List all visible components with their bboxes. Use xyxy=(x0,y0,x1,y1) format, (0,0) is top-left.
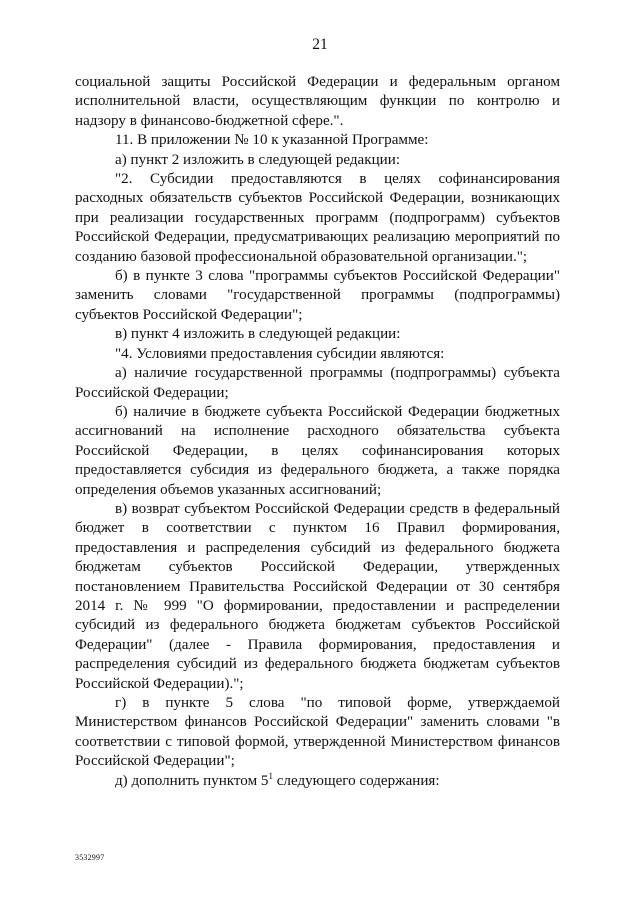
paragraph: б) в пункте 3 слова "программы субъектов Российской Федерации" заменить словами "государственной программы (подпрограммы) субъектов Российской Федерации"; xyxy=(75,268,560,323)
paragraph-text: д) дополнить пунктом 5 xyxy=(115,772,269,789)
paragraph: "2. Субсидии предоставляются в целях софинансирования расходных обязательств субъектов Российской Федерации, возникающих при реализации государственных программ (подпрограмм) субъектов Российской Федерации, предусматривающих реализацию мероприятий по созданию базовой профессиональной образовательной организации."; xyxy=(75,171,560,265)
paragraph: а) пункт 2 изложить в следующей редакции: xyxy=(115,151,401,168)
paragraph: а) наличие государственной программы (подпрограммы) субъекта Российской Федерации; xyxy=(75,365,560,401)
paragraph: 11. В приложении № 10 к указанной Программе: xyxy=(115,132,429,149)
paragraph: б) наличие в бюджете субъекта Российской Федерации бюджетных ассигнований на исполнение расходного обязательства субъекта Российской Федерации, в целях софинансирования которых предоставляется субсидия из федерального бюджета, а также порядка определения объемов указанных ассигнований; xyxy=(75,403,560,498)
paragraph: социальной защиты Российской Федерации и федеральным органом исполнительной власти, осуществляющим функции по контролю и надзору в финансово-бюджетной сфере.". xyxy=(75,74,560,129)
page-number: 21 xyxy=(312,36,328,53)
paragraph: г) в пункте 5 слова "по типовой форме, утверждаемой Министерством финансов Российской Федерации" заменить словами "в соответствии с типовой формой, утвержденной Министерством финансов Российской Федерации"; xyxy=(75,695,560,770)
paragraph: "4. Условиями предоставления субсидии являются: xyxy=(115,345,445,362)
document-id: 3532997 xyxy=(75,853,105,862)
paragraph-text: следующего содержания: xyxy=(272,772,440,789)
paragraph: в) пункт 4 изложить в следующей редакции: xyxy=(115,326,401,343)
paragraph: в) возврат субъектом Российской Федерации средств в федеральный бюджет в соответствии с пунктом 16 Правил формирования, предоставления и распределения субсидий из федерального бюджета бюджетам субъектов Российской Федерации, утвержденных постановлением Правительства Российской Федерации от 30 сентября 2014 г. № 999 "О формировании, предоставлении и распределении субсидий из федерального бюджета бюджетам субъектов Российской Федерации" (далее - Правила формирования, предоставления и распределения субсидий из федерального бюджета бюджетам субъектов Российской Федерации)."; xyxy=(75,500,560,692)
superscript: 1 xyxy=(268,770,273,781)
paragraph xyxy=(75,772,560,791)
document-body xyxy=(75,73,560,791)
